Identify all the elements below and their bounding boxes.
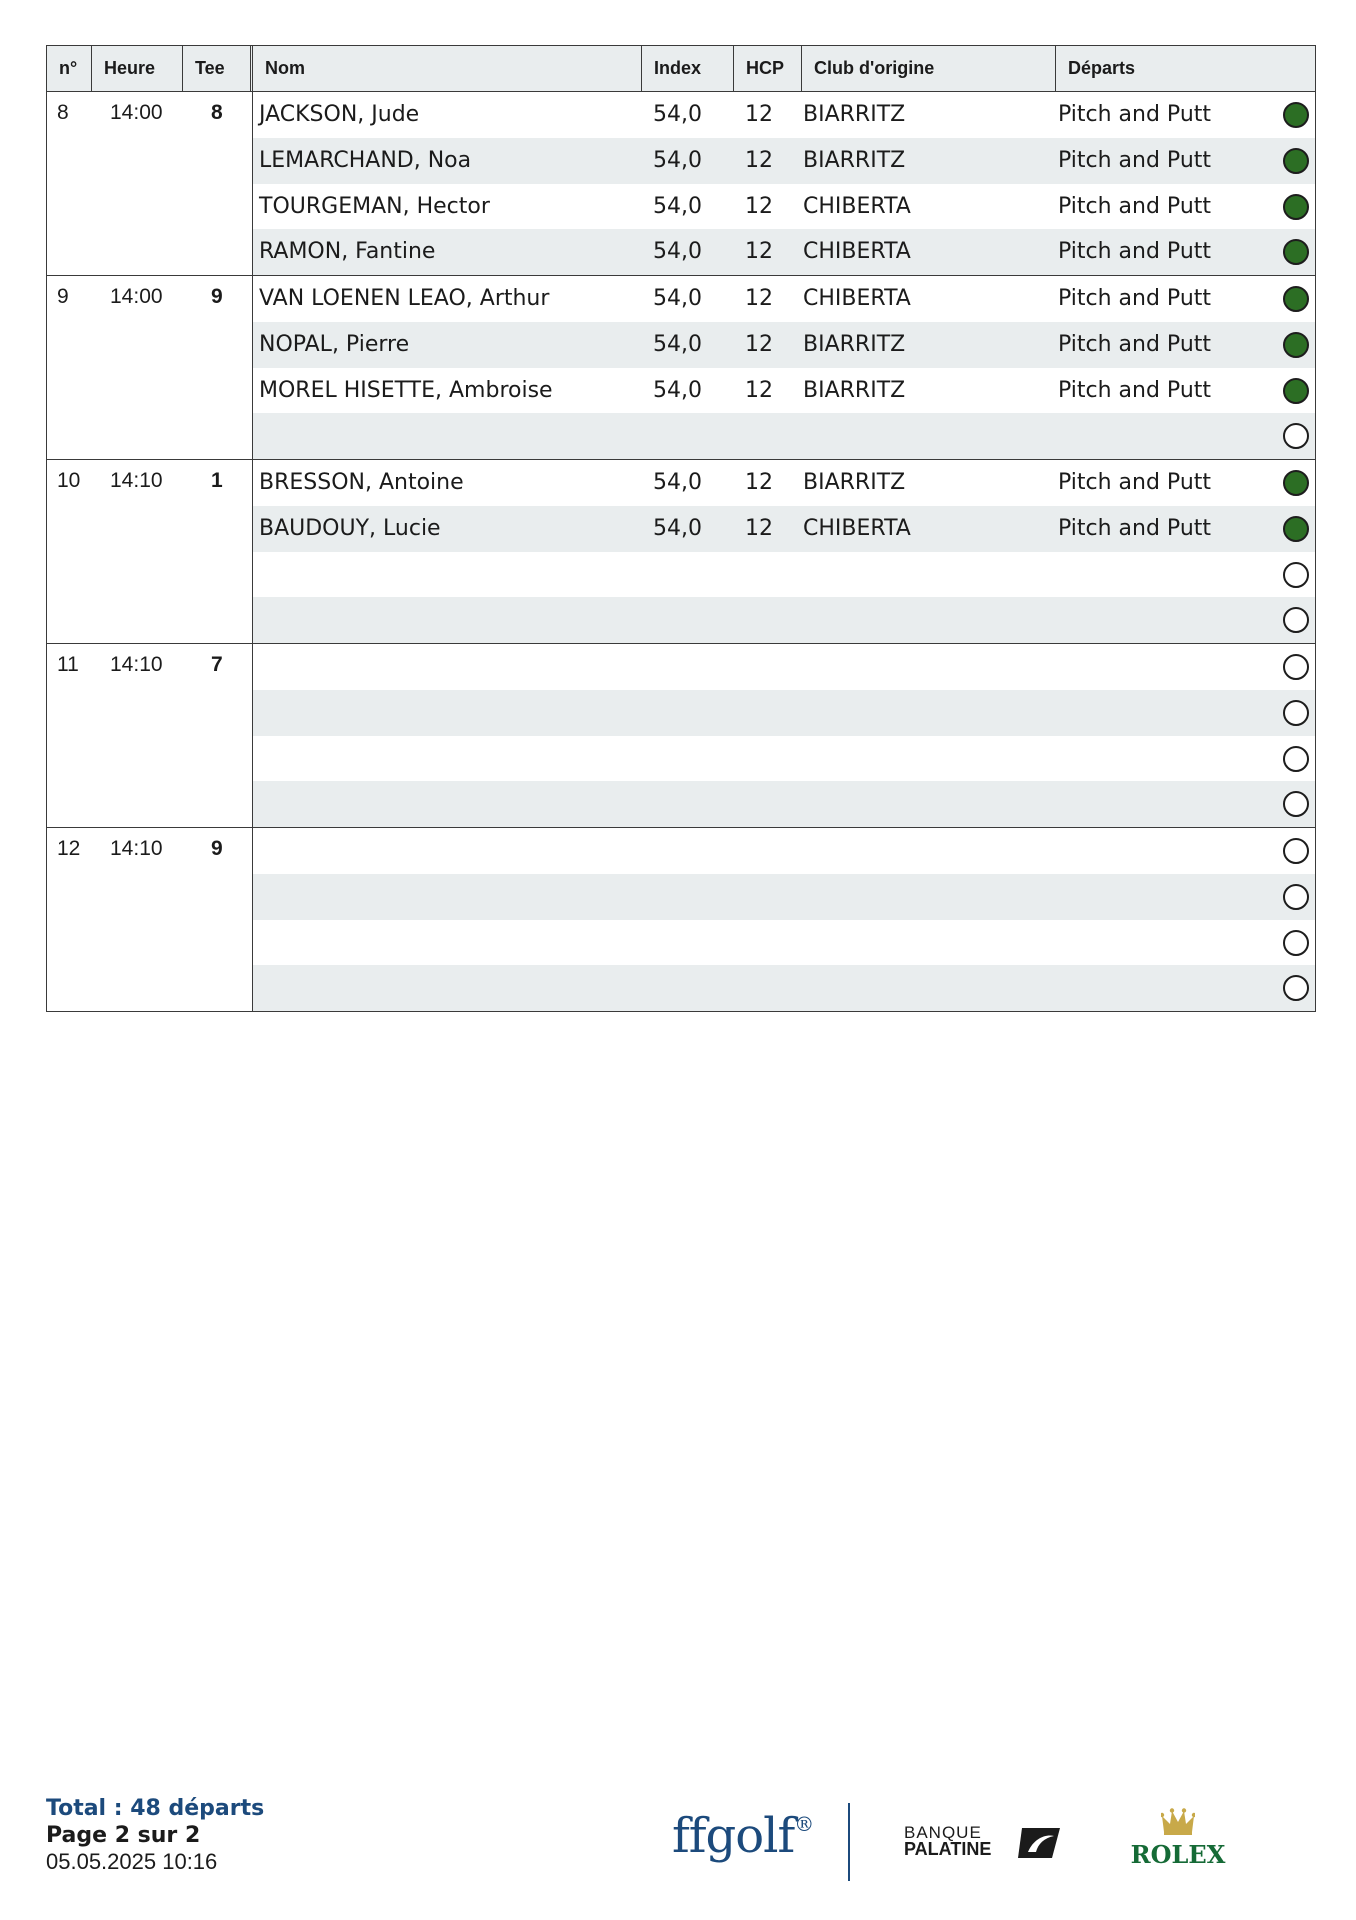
player-hcp: 12 bbox=[745, 102, 773, 127]
player-name: LEMARCHAND, Noa bbox=[259, 147, 472, 173]
player-hcp: 12 bbox=[745, 515, 773, 541]
total-departures: Total : 48 départs bbox=[46, 1796, 265, 1821]
banque-palatine-logo bbox=[904, 1824, 991, 1858]
rolex-crown-icon bbox=[1161, 1808, 1195, 1836]
group-number: 10 bbox=[57, 469, 81, 492]
player-name: VAN LOENEN LEAO, Arthur bbox=[259, 286, 550, 311]
player-depart: Pitch and Putt bbox=[1058, 193, 1212, 219]
empty-circle-icon bbox=[1283, 562, 1309, 588]
confirmed-dot-icon bbox=[1283, 148, 1309, 174]
logo-divider bbox=[848, 1803, 850, 1881]
player-row bbox=[253, 736, 1315, 782]
confirmed-dot-icon bbox=[1283, 516, 1309, 542]
player-hcp: 12 bbox=[745, 147, 773, 173]
player-index: 54,0 bbox=[653, 377, 702, 403]
group-meta bbox=[47, 276, 253, 459]
player-rows bbox=[253, 460, 1315, 643]
player-rows bbox=[253, 276, 1315, 459]
player-row bbox=[253, 690, 1315, 736]
header-departs: Départs bbox=[1068, 58, 1136, 78]
group-time: 14:10 bbox=[110, 653, 163, 676]
player-row bbox=[253, 413, 1315, 459]
player-depart: Pitch and Putt bbox=[1058, 239, 1212, 265]
player-rows bbox=[253, 644, 1315, 827]
confirmed-dot-icon bbox=[1283, 470, 1309, 496]
confirmed-dot-icon bbox=[1283, 378, 1309, 404]
empty-circle-icon bbox=[1283, 838, 1309, 864]
player-club: CHIBERTA bbox=[803, 286, 911, 311]
player-club: CHIBERTA bbox=[803, 239, 911, 265]
player-row bbox=[253, 920, 1315, 966]
player-row bbox=[253, 368, 1315, 414]
page-number: Page 2 sur 2 bbox=[46, 1823, 201, 1848]
group-meta bbox=[47, 644, 253, 827]
empty-circle-icon bbox=[1283, 654, 1309, 680]
player-row bbox=[253, 506, 1315, 552]
player-row bbox=[253, 781, 1315, 827]
group-meta bbox=[47, 828, 253, 1011]
player-row bbox=[253, 644, 1315, 690]
empty-circle-icon bbox=[1283, 791, 1309, 817]
player-club: BIARRITZ bbox=[803, 102, 906, 127]
tee-time-group bbox=[47, 644, 1315, 828]
empty-circle-icon bbox=[1283, 884, 1309, 910]
group-tee: 7 bbox=[211, 653, 223, 676]
player-depart: Pitch and Putt bbox=[1058, 286, 1212, 311]
group-tee: 1 bbox=[211, 469, 223, 492]
group-tee: 9 bbox=[211, 837, 223, 860]
group-time: 14:00 bbox=[110, 285, 163, 308]
player-club: CHIBERTA bbox=[803, 515, 911, 541]
player-rows bbox=[253, 828, 1315, 1011]
table-header bbox=[47, 46, 1315, 92]
confirmed-dot-icon bbox=[1283, 239, 1309, 265]
player-name: NOPAL, Pierre bbox=[259, 331, 410, 357]
empty-circle-icon bbox=[1283, 423, 1309, 449]
player-row bbox=[253, 229, 1315, 275]
confirmed-dot-icon bbox=[1283, 102, 1309, 128]
player-row bbox=[253, 552, 1315, 598]
empty-circle-icon bbox=[1283, 746, 1309, 772]
print-date: 05.05.2025 10:16 bbox=[46, 1849, 218, 1874]
tee-time-groups bbox=[47, 92, 1315, 1011]
group-number: 9 bbox=[57, 285, 69, 308]
player-name: BAUDOUY, Lucie bbox=[259, 515, 441, 541]
player-index: 54,0 bbox=[653, 470, 702, 495]
player-row bbox=[253, 322, 1315, 368]
player-hcp: 12 bbox=[745, 331, 773, 357]
ffgolf-registered-mark: ® bbox=[794, 1812, 814, 1836]
empty-circle-icon bbox=[1283, 607, 1309, 633]
player-club: BIARRITZ bbox=[803, 331, 906, 357]
tee-time-group bbox=[47, 460, 1315, 644]
tee-time-group bbox=[47, 276, 1315, 460]
header-club: Club d'origine bbox=[802, 46, 1056, 91]
banque-line2: PALATINE bbox=[904, 1839, 992, 1859]
player-depart: Pitch and Putt bbox=[1058, 331, 1212, 357]
confirmed-dot-icon bbox=[1283, 332, 1309, 358]
player-club: CHIBERTA bbox=[803, 193, 911, 219]
group-time: 14:00 bbox=[110, 101, 163, 124]
player-name: TOURGEMAN, Hector bbox=[259, 193, 490, 219]
player-index: 54,0 bbox=[653, 331, 702, 357]
player-depart: Pitch and Putt bbox=[1058, 377, 1212, 403]
player-row bbox=[253, 460, 1315, 506]
player-row bbox=[253, 597, 1315, 643]
player-row bbox=[253, 828, 1315, 874]
player-depart: Pitch and Putt bbox=[1058, 515, 1212, 541]
player-name: JACKSON, Jude bbox=[259, 102, 420, 127]
player-index: 54,0 bbox=[653, 515, 702, 541]
player-club: BIARRITZ bbox=[803, 147, 906, 173]
player-hcp: 12 bbox=[745, 239, 773, 265]
empty-circle-icon bbox=[1283, 975, 1309, 1001]
header-heure: Heure bbox=[92, 46, 183, 91]
header-nom: Nom bbox=[253, 46, 642, 91]
group-number: 12 bbox=[57, 837, 81, 860]
player-name: RAMON, Fantine bbox=[259, 239, 436, 265]
player-name: MOREL HISETTE, Ambroise bbox=[259, 377, 553, 403]
group-meta bbox=[47, 460, 253, 643]
player-hcp: 12 bbox=[745, 377, 773, 403]
player-index: 54,0 bbox=[653, 102, 702, 127]
player-row bbox=[253, 276, 1315, 322]
group-tee: 8 bbox=[211, 101, 223, 124]
confirmed-dot-icon bbox=[1283, 194, 1309, 220]
header-no: n° bbox=[47, 46, 92, 91]
header-tee: Tee bbox=[183, 46, 253, 91]
ffgolf-logo bbox=[672, 1808, 813, 1864]
ffgolf-wordmark: ffgolf bbox=[672, 1808, 795, 1864]
player-hcp: 12 bbox=[745, 193, 773, 219]
player-row bbox=[253, 92, 1315, 138]
group-number: 11 bbox=[57, 653, 79, 676]
header-hcp: HCP bbox=[734, 46, 802, 91]
group-time: 14:10 bbox=[110, 469, 163, 492]
player-row bbox=[253, 874, 1315, 920]
player-row bbox=[253, 138, 1315, 184]
rolex-wordmark: ROLEX bbox=[1130, 1840, 1226, 1869]
tee-time-group bbox=[47, 828, 1315, 1011]
tee-time-group bbox=[47, 92, 1315, 276]
player-hcp: 12 bbox=[745, 470, 773, 495]
player-name: BRESSON, Antoine bbox=[259, 470, 464, 495]
player-depart: Pitch and Putt bbox=[1058, 470, 1212, 495]
player-club: BIARRITZ bbox=[803, 470, 906, 495]
empty-circle-icon bbox=[1283, 700, 1309, 726]
player-row bbox=[253, 965, 1315, 1011]
start-list-table bbox=[46, 45, 1316, 1012]
player-index: 54,0 bbox=[653, 286, 702, 311]
player-club: BIARRITZ bbox=[803, 377, 906, 403]
group-tee: 9 bbox=[211, 285, 223, 308]
confirmed-dot-icon bbox=[1283, 286, 1309, 312]
rolex-logo bbox=[1126, 1808, 1230, 1869]
group-number: 8 bbox=[57, 101, 69, 124]
player-index: 54,0 bbox=[653, 147, 702, 173]
player-row bbox=[253, 184, 1315, 230]
player-index: 54,0 bbox=[653, 239, 702, 265]
empty-circle-icon bbox=[1283, 930, 1309, 956]
player-rows bbox=[253, 92, 1315, 275]
group-meta bbox=[47, 92, 253, 275]
header-index: Index bbox=[642, 46, 734, 91]
banque-line1: BANQUE bbox=[904, 1823, 982, 1842]
player-depart: Pitch and Putt bbox=[1058, 147, 1212, 173]
player-hcp: 12 bbox=[745, 286, 773, 311]
banque-palatine-mark-icon bbox=[1016, 1824, 1062, 1862]
group-time: 14:10 bbox=[110, 837, 163, 860]
player-depart: Pitch and Putt bbox=[1058, 102, 1212, 127]
player-index: 54,0 bbox=[653, 193, 702, 219]
